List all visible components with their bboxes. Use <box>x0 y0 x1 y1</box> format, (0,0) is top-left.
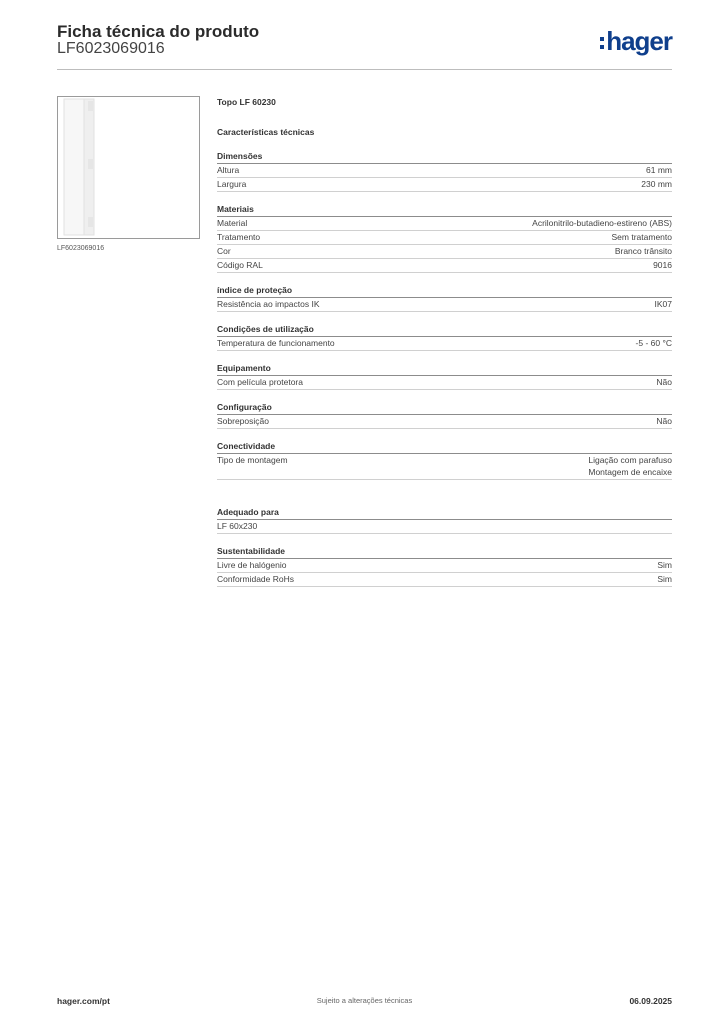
spec-value-line: Acrilonitrilo-butadieno-estireno (ABS) <box>532 218 672 228</box>
spec-row <box>217 454 672 480</box>
spec-value-line: Sim <box>657 574 672 584</box>
spec-value <box>657 573 672 586</box>
spec-group-title: Equipamento <box>217 362 672 376</box>
spec-row <box>217 337 672 351</box>
spec-value <box>646 164 672 177</box>
spec-group <box>217 150 672 192</box>
spec-label: Material <box>217 218 248 228</box>
spec-value-line: 9016 <box>653 260 672 270</box>
spec-value <box>641 178 672 191</box>
spec-row <box>217 217 672 231</box>
spec-label: Temperatura de funcionamento <box>217 338 335 348</box>
spec-row <box>217 520 672 534</box>
product-image <box>57 96 200 239</box>
spec-value-line: 61 mm <box>646 165 672 175</box>
spec-group <box>217 203 672 273</box>
spec-value-line: Não <box>656 377 672 387</box>
spec-value-line: Não <box>656 416 672 426</box>
spec-value <box>655 298 673 311</box>
specs-heading: Características técnicas <box>217 127 315 137</box>
spec-group-title: Condições de utilização <box>217 323 672 337</box>
footer-notice: Sujeito a alterações técnicas <box>316 996 413 1005</box>
spec-group-title: Sustentabilidade <box>217 545 672 559</box>
spec-group-title: Dimensões <box>217 150 672 164</box>
spec-row <box>217 164 672 178</box>
spec-group <box>217 362 672 390</box>
spec-row <box>217 376 672 390</box>
spec-label: Conformidade RoHs <box>217 574 295 584</box>
spec-row <box>217 298 672 312</box>
spec-label: Com película protetora <box>217 377 303 387</box>
footer-website[interactable]: hager.com/pt <box>57 996 110 1006</box>
spec-label: Código RAL <box>217 260 263 270</box>
page-header <box>57 20 672 70</box>
spec-group-title: índice de proteção <box>217 284 672 298</box>
spec-group-title: Adequado para <box>217 506 672 520</box>
spec-label: Livre de halógenio <box>217 560 287 570</box>
spec-group <box>217 440 672 480</box>
spec-label: Tipo de montagem <box>217 455 288 465</box>
spec-value-line: Ligação com parafuso <box>588 455 672 465</box>
spec-label: Tratamento <box>217 232 261 242</box>
spec-group <box>217 323 672 351</box>
spec-row <box>217 573 672 587</box>
spec-value-line: Branco trânsito <box>614 246 672 256</box>
spec-group-title: Conectividade <box>217 440 672 454</box>
spec-value-line: Montagem de encaixe <box>588 467 672 477</box>
spec-value-line: IK07 <box>654 299 672 309</box>
spec-label: Altura <box>217 165 240 175</box>
spec-value <box>588 454 672 478</box>
spec-value <box>657 559 672 572</box>
spec-value <box>656 376 672 389</box>
spec-value-line: 230 mm <box>641 179 672 189</box>
spec-row <box>217 259 672 273</box>
spec-value <box>656 415 672 428</box>
document-title: Ficha técnica do produto <box>57 22 260 41</box>
hager-logo <box>600 26 672 56</box>
spec-label: Sobreposição <box>217 416 269 426</box>
spec-row <box>217 231 672 245</box>
spec-value <box>636 337 672 350</box>
footer-date: 06.09.2025 <box>629 996 672 1006</box>
spec-group <box>217 284 672 312</box>
logo-text: hager <box>606 26 672 56</box>
spec-group-title: Materiais <box>217 203 672 217</box>
spec-group <box>217 401 672 429</box>
specifications <box>217 96 672 598</box>
spec-row <box>217 415 672 429</box>
spec-value <box>532 217 672 230</box>
spec-value-line: Sim <box>657 560 672 570</box>
logo-dots-icon <box>600 37 604 49</box>
spec-label: Largura <box>217 179 247 189</box>
spec-row <box>217 559 672 573</box>
spec-label: LF 60x230 <box>217 521 258 531</box>
spec-label: Cor <box>217 246 231 256</box>
spec-value-line: -5 - 60 °C <box>635 338 672 348</box>
spec-group-title: Configuração <box>217 401 672 415</box>
spec-row <box>217 178 672 192</box>
spec-value-line: Sem tratamento <box>611 232 672 242</box>
product-name: Topo LF 60230 <box>217 97 276 107</box>
spec-row <box>217 245 672 259</box>
product-image-icon <box>58 97 199 238</box>
spec-label: Resistência ao impactos IK <box>217 299 320 309</box>
image-caption: LF6023069016 <box>57 245 105 252</box>
spec-value <box>612 231 672 244</box>
product-code: LF6023069016 <box>57 40 165 57</box>
spec-group <box>217 545 672 587</box>
spec-value <box>615 245 672 258</box>
spec-group <box>217 506 672 534</box>
spec-value <box>653 259 672 272</box>
spec-groups <box>217 150 672 587</box>
